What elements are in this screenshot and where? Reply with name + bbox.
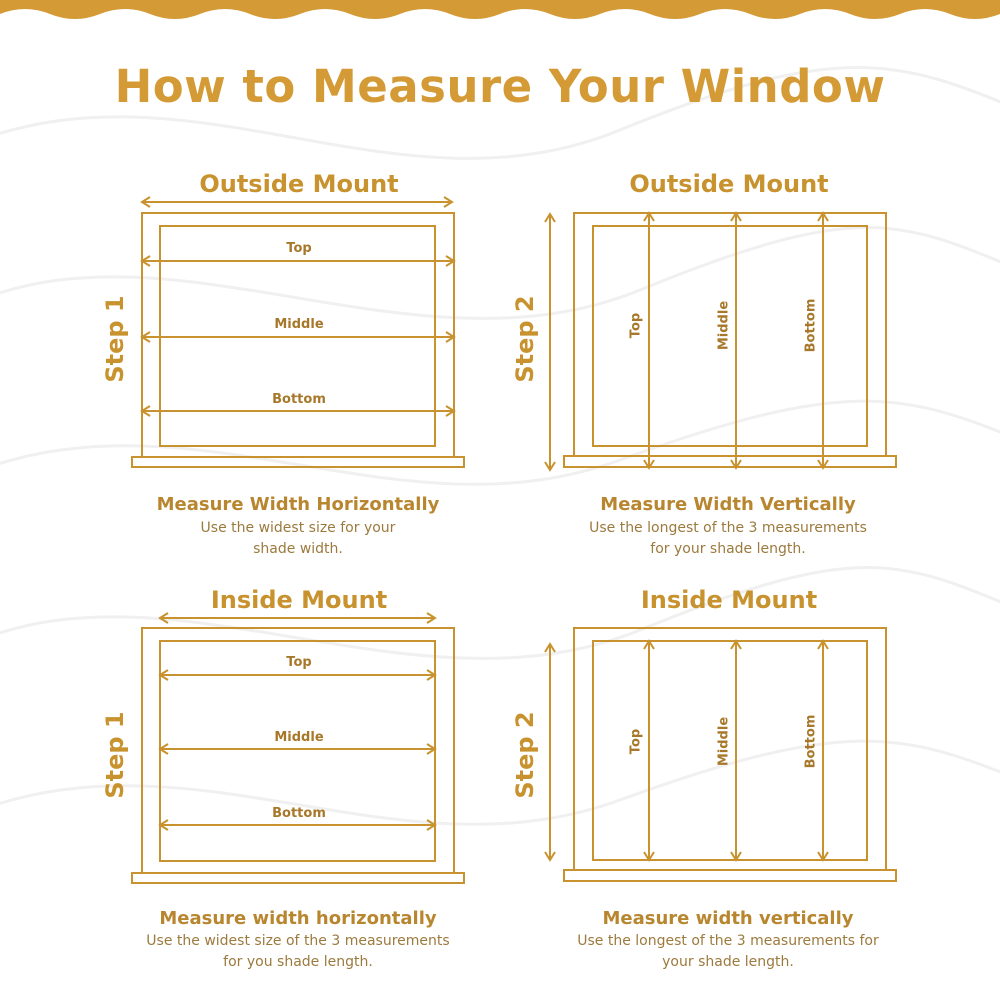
- caption-title: Measure Width Vertically: [600, 494, 856, 515]
- panel-inside-mount-step-1: [0, 576, 500, 996]
- caption-text: [118, 518, 478, 560]
- panel-heading: Outside Mount: [199, 170, 399, 198]
- panel-outside-mount-step-1: [0, 160, 500, 580]
- page-title: How to Measure Your Window: [114, 60, 886, 113]
- panel-heading: Inside Mount: [210, 586, 388, 614]
- step-label: Step 1: [101, 711, 129, 799]
- panel-heading: Outside Mount: [629, 170, 829, 198]
- caption-line: for you shade length.: [223, 954, 373, 970]
- caption-line: Use the widest size for your: [200, 520, 396, 536]
- label-bottom: Bottom: [803, 714, 819, 769]
- label-middle: Middle: [274, 317, 324, 332]
- label-bottom: Bottom: [803, 298, 819, 353]
- caption-line: for your shade length.: [650, 541, 806, 557]
- label-top: Top: [628, 312, 644, 339]
- caption-line: Use the widest size of the 3 measurements: [146, 933, 450, 949]
- window-diagram: [500, 160, 1000, 580]
- caption-title: Measure Width Horizontally: [156, 494, 440, 515]
- label-bottom: Bottom: [272, 806, 326, 821]
- caption-line: Use the longest of the 3 measurements: [589, 520, 867, 536]
- caption-line: Use the longest of the 3 measurements for: [577, 933, 879, 949]
- step-label: Step 1: [101, 295, 129, 383]
- caption-text: [98, 931, 498, 973]
- step-label: Step 2: [511, 295, 539, 383]
- caption-title: Measure width vertically: [602, 908, 854, 929]
- panel-inside-mount-step-2: [500, 576, 1000, 996]
- step-label: Step 2: [511, 711, 539, 799]
- label-bottom: Bottom: [272, 392, 326, 407]
- label-middle: Middle: [274, 730, 324, 745]
- caption-text: [548, 518, 908, 560]
- panel-heading: Inside Mount: [640, 586, 818, 614]
- label-top: Top: [286, 241, 312, 256]
- window-diagram: [0, 160, 500, 580]
- caption-line: shade width.: [253, 541, 343, 557]
- label-top: Top: [286, 655, 312, 670]
- label-middle: Middle: [716, 300, 732, 351]
- caption-text: [528, 931, 928, 973]
- caption-line: your shade length.: [662, 954, 794, 970]
- panel-outside-mount-step-2: [500, 160, 1000, 580]
- label-middle: Middle: [716, 716, 732, 767]
- label-top: Top: [628, 728, 644, 755]
- caption-title: Measure width horizontally: [159, 908, 437, 929]
